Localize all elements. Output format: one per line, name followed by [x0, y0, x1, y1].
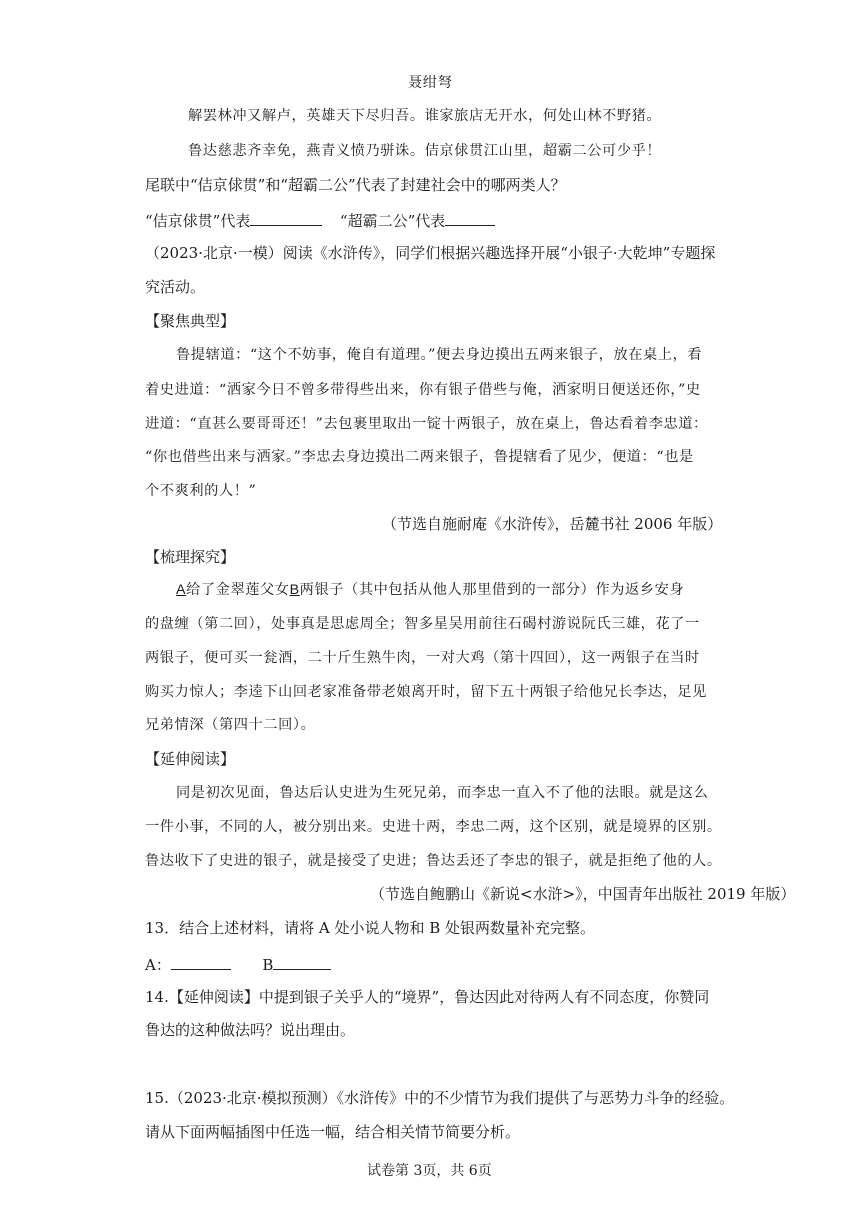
explore-text-line: 兄弟情深（第四十二回）。: [145, 717, 316, 733]
q13-b-blank[interactable]: [273, 953, 331, 970]
answer-a-label: “佶京俅贯”代表: [145, 212, 251, 230]
section-heading-explore: 【梳理探究】: [145, 548, 236, 566]
q13-a-label: A：: [145, 956, 171, 974]
blank-a[interactable]: A: [176, 582, 187, 598]
extend-text-line: 一件小事，不同的人，被分别出来。史进十两，李忠二两，这个区别，就是境界的区别。: [145, 819, 722, 835]
question-15-line-1: 15.（2023·北京·模拟预测）《水浒传》中的不少情节为我们提供了与恶势力斗争的经验。: [145, 1089, 735, 1107]
focus-text-line: 着史进道：“洒家今日不曾多带得些出来，你有银子借些与俺，洒家明日便送还你，”史: [145, 382, 701, 398]
activity-intro-line-2: 究活动。: [145, 278, 206, 296]
focus-text-line: 鲁提辖道：“这个不妨事，俺自有道理。”便去身边摸出五两来银子，放在桌上，看: [176, 347, 703, 363]
activity-intro-line-1: （2023·北京·一模）阅读《水浒传》，同学们根据兴趣选择开展“小银子·大乾坤”专题探: [145, 244, 716, 262]
explore-text-line: 两银子，便可买一瓮酒，二十斤生熟牛肉，一对大鸡（第十四回），这一两银子在当时: [145, 650, 700, 666]
q13-a-blank[interactable]: [171, 953, 231, 970]
answer-b-blank[interactable]: [445, 209, 495, 226]
focus-text-line: 个不爽利的人！”: [145, 483, 257, 499]
extend-text-line: 同是初次见面，鲁达后认史进为生死兄弟，而李忠一直入不了他的法眼。就是这么: [176, 785, 709, 801]
question-14-line-1: 14.【延伸阅读】中提到银子关乎人的“境界”，鲁达因此对待两人有不同态度，你赞同: [145, 988, 710, 1006]
question-13-answers: [145, 953, 331, 975]
question-13: 13．结合上述材料，请将 A 处小说人物和 B 处银两数量补充完整。: [145, 919, 596, 937]
explore-text-end: 两银子（其中包括从他人那里借到的一部分）作为返乡安身: [299, 582, 685, 598]
explore-text-mid: 给了金翠莲父女: [186, 582, 290, 598]
explore-text-line-1: [176, 580, 684, 600]
answer-a-blank[interactable]: [250, 209, 322, 226]
extend-text-line: 鲁达收下了史进的银子，就是接受了史进；鲁达丢还了李忠的银子，就是拒绝了他的人。: [145, 853, 722, 869]
poem-line-1: 解罢林冲又解卢，英雄天下尽归吾。谁家旅店无开水，何处山林不野猪。: [188, 108, 662, 124]
question-14-line-2: 鲁达的这种做法吗？说出理由。: [145, 1021, 356, 1039]
blank-b[interactable]: B: [289, 582, 300, 598]
poem-line-2: 鲁达慈悲齐幸免，燕青义愤乃骈诛。佶京俅贯江山里，超霸二公可少乎！: [188, 143, 662, 159]
previous-question-answers: [145, 209, 495, 231]
poem-author: 聂绀弩: [408, 75, 453, 91]
section-heading-focus: 【聚焦典型】: [145, 312, 236, 330]
focus-text-line: “你也借些出来与洒家。”李忠去身边摸出二两来银子，鲁提辖看了见少，便道：“也是: [145, 449, 694, 465]
explore-text-line: 的盘缠（第二回），处事真是思虑周全；智多星吴用前往石碣村游说阮氏三雄，花了一: [145, 616, 700, 632]
q13-b-label: B: [262, 956, 274, 974]
page-footer: 试卷第 3页，共 6页: [367, 1163, 492, 1179]
section-heading-extend: 【延伸阅读】: [145, 750, 236, 768]
focus-source: （节选自施耐庵《水浒传》，岳麓书社 2006 年版）: [382, 515, 723, 533]
explore-text-line: 购买力惊人；李逵下山回老家准备带老娘离开时，留下五十两银子给他兄长李达，足见: [145, 684, 707, 700]
answer-b-label: “超霸二公”代表: [339, 212, 446, 230]
question-15-line-2: 请从下面两幅插图中任选一幅，结合相关情节简要分析。: [145, 1123, 521, 1141]
focus-text-line: 进道：“直甚么要哥哥还！”去包裹里取出一锭十两银子，放在桌上，鲁达看着李忠道：: [145, 416, 708, 432]
extend-source: （节选自鲍鹏山《新说<水浒>》，中国青年出版社 2019 年版）: [370, 885, 796, 903]
previous-question-stem: 尾联中“佶京俅贯”和“超霸二公”代表了封建社会中的哪两类人？: [145, 176, 566, 194]
